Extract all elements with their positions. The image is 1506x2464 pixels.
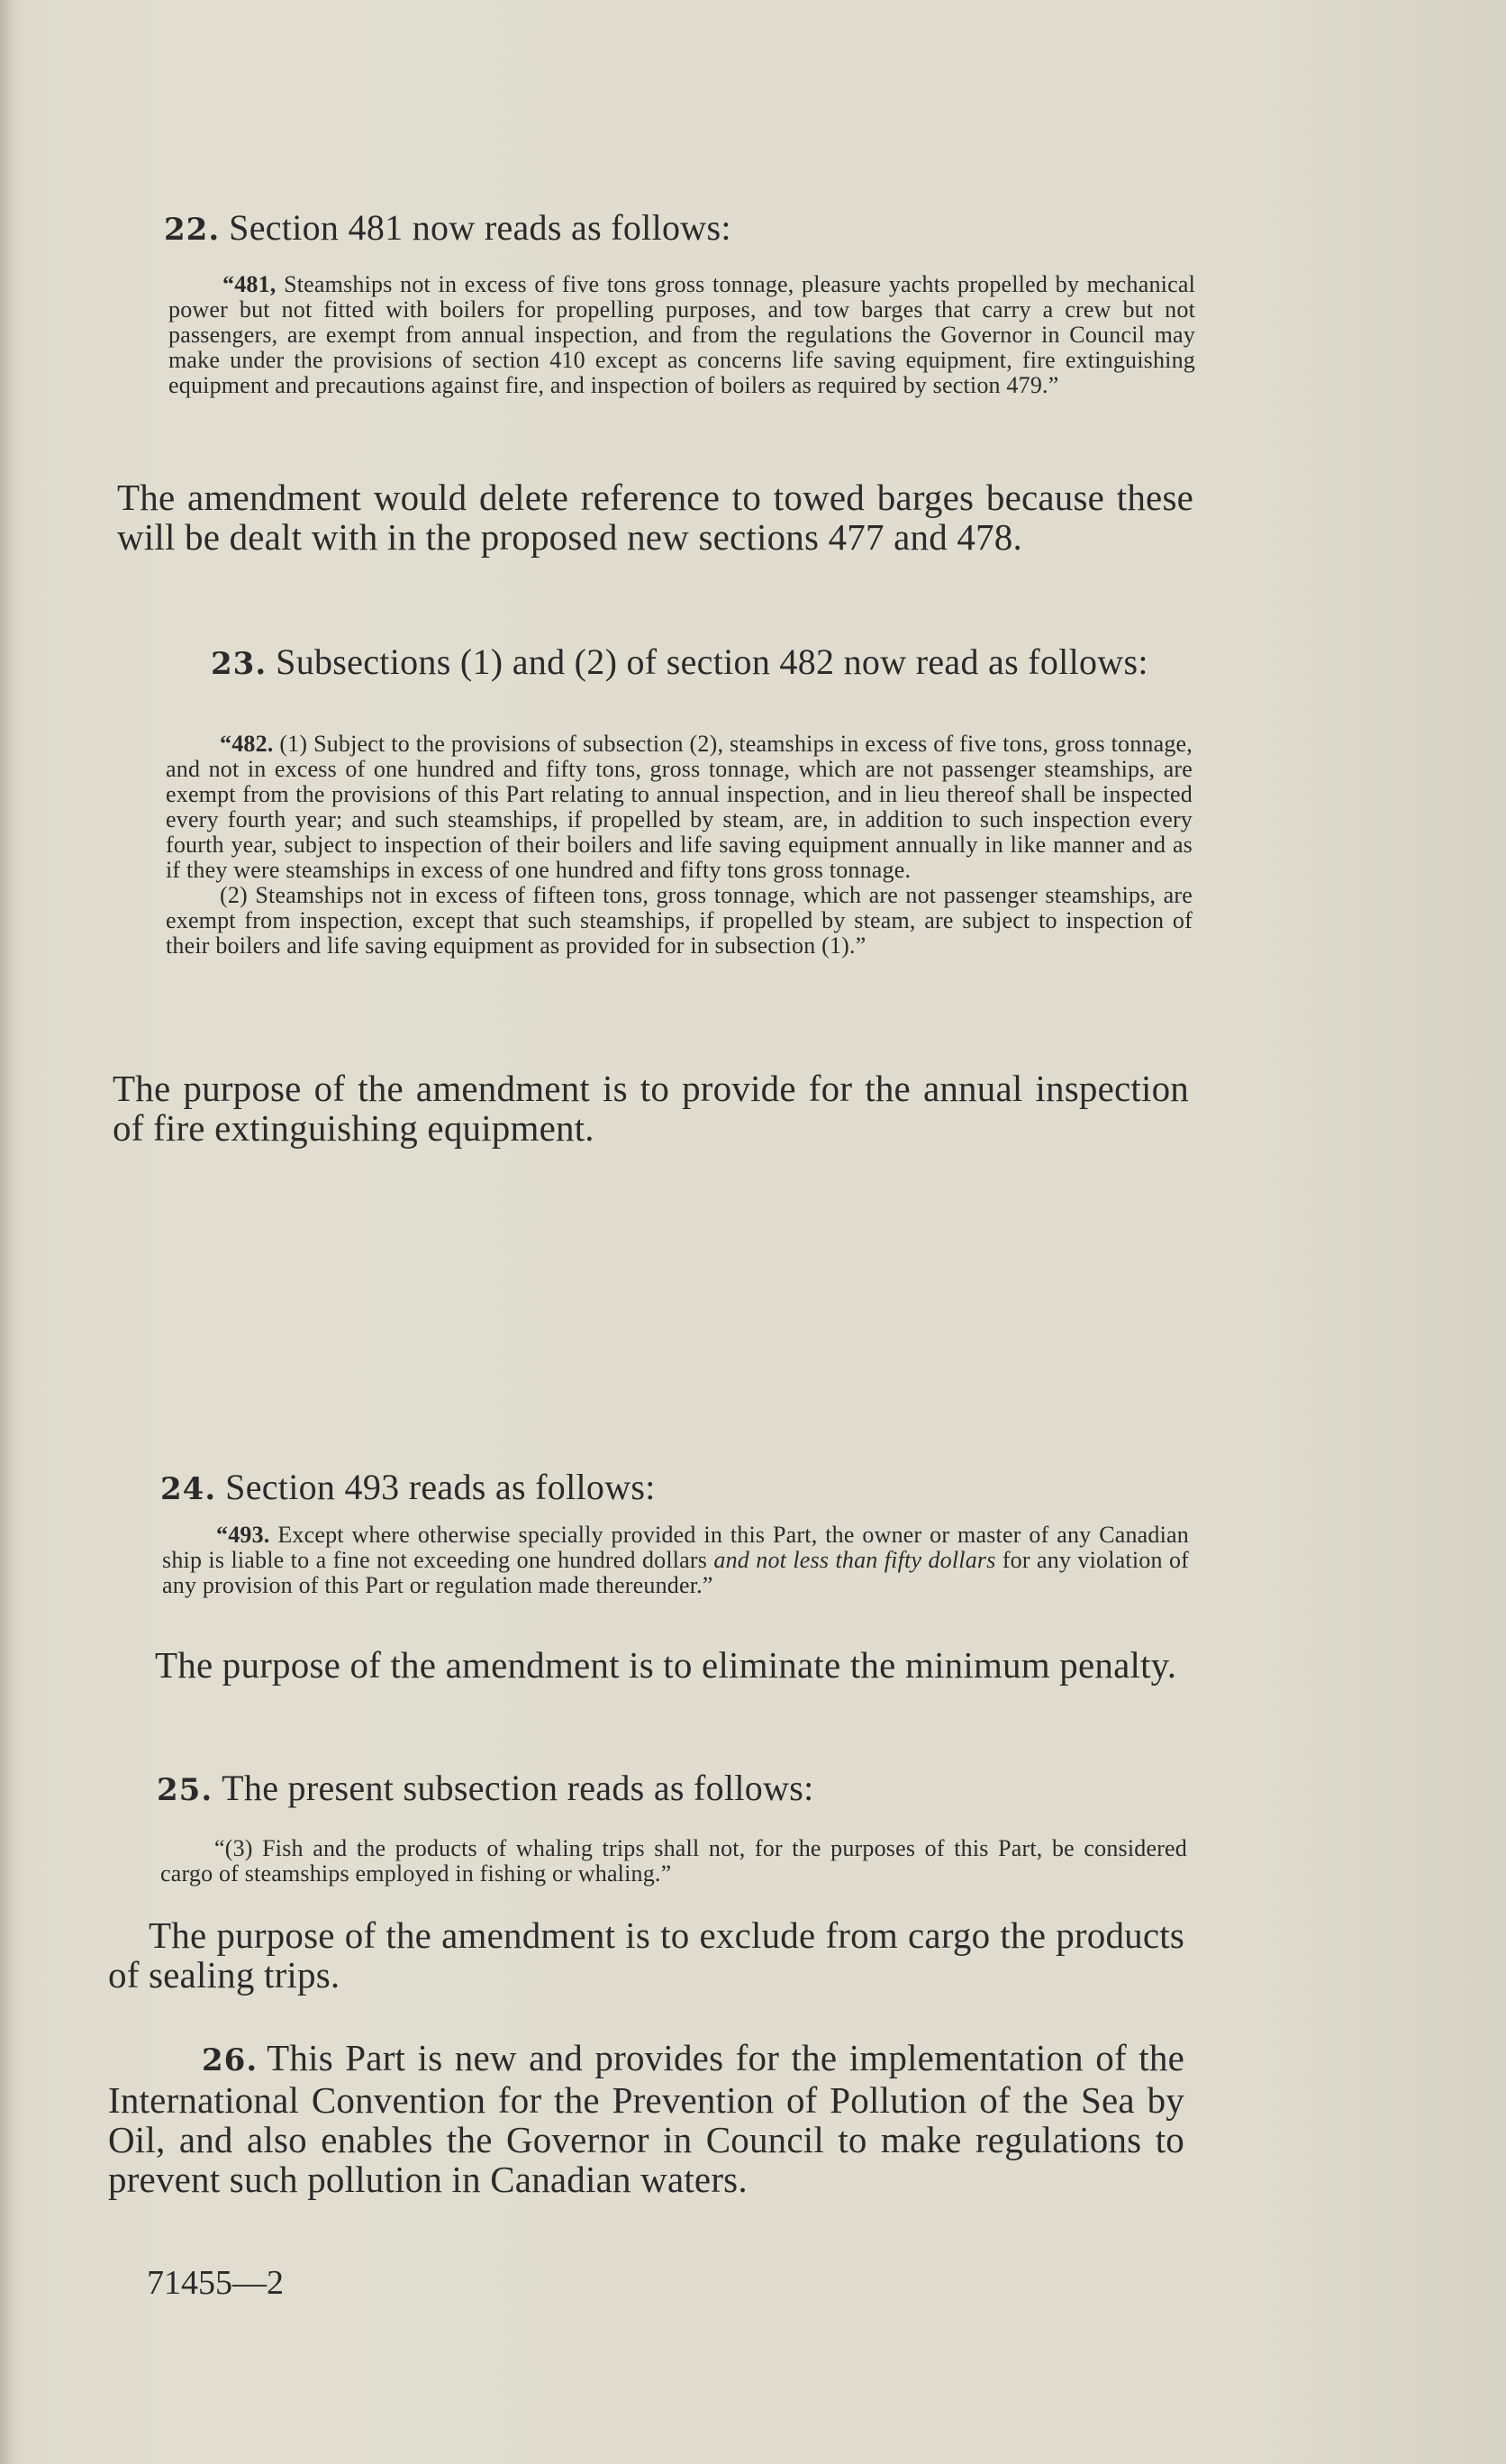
heading-text: Section 481 now reads as follows: (229, 207, 731, 248)
page-spine-shadow (0, 0, 13, 2464)
section-25-heading (157, 1768, 1193, 1811)
quote-text-subsection-2: (2) Steamships not in excess of fifteen tons, gross tonnage, which are not passenger steamships, are exempt from inspection, except that such steamships, if propelled by steam, are subject to inspection of their boilers and life saving equipment as provided for in subsection (1).” (166, 882, 1193, 959)
section-number: 26. (202, 2042, 259, 2078)
section-22-explanation (117, 477, 1193, 557)
quote-text: Steamships not in excess of five tons gross tonnage, pleasure yachts propelled by mechanical power but not fitted with boilers for propelling purposes, and tow barges that carry a crew but not passengers, are exempt from annual inspection, and from the regulations the Governor in Council may make under the provisions of section 410 except as concerns life saving equipment, fire extinguishing equipment and precautions against fire, and inspection of boilers as required by section 479.” (168, 271, 1195, 398)
section-25-explanation (108, 1915, 1184, 1995)
section-22-heading (164, 207, 1200, 250)
quote-text-subsection-1: (1) Subject to the provisions of subsection (2), steamships in excess of five tons, gross tonnage, and not in excess of one hundred and fifty tons, gross tonnage, which are not passenger steamships, are exempt from the provisions of this Part relating to annual inspection, and in lieu thereof shall be inspected every fourth year; and such steamships, if propelled by steam, are, in addition to such inspection every fourth year, subject to inspection of their boilers and life saving equipment annually in like manner and as if they were steamships in excess of one hundred and fifty tons gross tonnage. (166, 731, 1193, 883)
explanation-text: The purpose of the amendment is to exclude from cargo the products of sealing trips. (108, 1914, 1184, 1996)
section-23-quote (166, 732, 1193, 959)
section-24-quote (162, 1523, 1189, 1598)
section-22-quote (168, 272, 1195, 398)
quote-section-number: “493. (216, 1522, 270, 1548)
explanation-text: The amendment would delete reference to towed barges because these will be dealt with in the proposed new sections 477 and 478. (117, 477, 1193, 558)
printer-code: 71455—2 (147, 2264, 284, 2302)
quote-italic-text: and not less than fifty dollars (713, 1547, 996, 1573)
heading-text: Section 493 reads as follows: (225, 1467, 656, 1507)
heading-text: The present subsection reads as follows: (222, 1768, 814, 1808)
section-24-heading (160, 1467, 1196, 1510)
quote-text-end: for any violation of any provision of this Part or regulation made thereunder.” (162, 1547, 1190, 1598)
section-23-explanation (113, 1068, 1189, 1148)
section-25-quote (160, 1836, 1187, 1887)
quote-section-number: “481, (222, 271, 277, 297)
heading-text: Subsections (1) and (2) of section 482 now read as follows: (276, 641, 1148, 682)
section-24-explanation (108, 1645, 1184, 1685)
explanation-text: The purpose of the amendment is to provide for the annual inspection of fire extinguishing equipment. (113, 1068, 1189, 1149)
quote-section-number: “482. (220, 731, 274, 757)
quote-text: Except where otherwise specially provided in this Part, the owner or master of any Canadian ship is liable to a fine not exceeding one hundred dollars (162, 1522, 1189, 1573)
section-number: 22. (164, 212, 221, 248)
quote-text: “(3) Fish and the products of whaling trips shall not, for the purposes of this Part, be considered cargo of steamships employed in fishing or whaling.” (160, 1835, 1187, 1887)
section-number: 23. (211, 646, 268, 682)
explanation-text: The purpose of the amendment is to eliminate the minimum penalty. (155, 1644, 1177, 1686)
section-26-text (108, 2038, 1184, 2199)
section-number: 25. (157, 1772, 213, 1808)
section-number: 24. (160, 1471, 217, 1507)
section-23-heading (117, 641, 1193, 685)
paragraph-text: This Part is new and provides for the implementation of the International Convention for the Prevention of Pollution of the Sea by Oil, and also enables the Governor in Council to make regulations to prevent such pollution in Canadian waters. (108, 2037, 1184, 2200)
